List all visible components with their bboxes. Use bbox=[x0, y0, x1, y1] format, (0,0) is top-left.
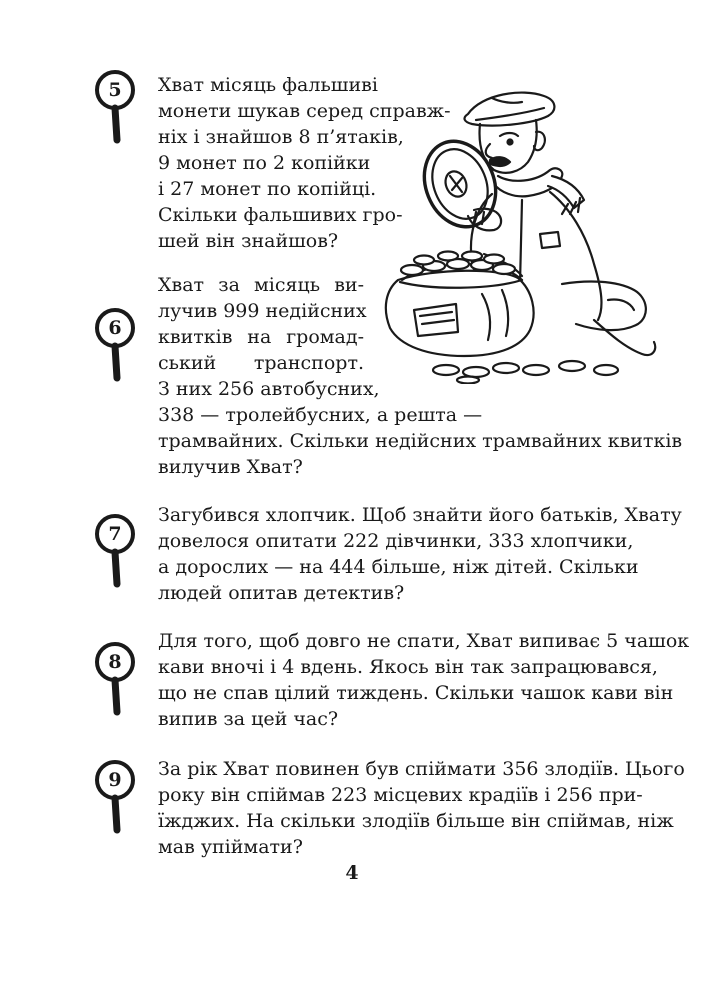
text-line: Хват за місяць ви- bbox=[158, 274, 364, 296]
problem-number: 6 bbox=[108, 317, 122, 339]
text-line: трамвайних. Скільки недійсних трамвайних квитків bbox=[158, 430, 683, 452]
problem-text bbox=[158, 628, 689, 732]
text-line: Для того, щоб довго не спати, Хват випиває 5 чашок bbox=[158, 630, 690, 652]
problem-number: 5 bbox=[108, 79, 122, 101]
problem-number: 9 bbox=[108, 769, 122, 791]
text-line: З них 256 автобусних, bbox=[158, 378, 380, 400]
text-line: їжджих. На скільки злодіїв більше він спіймав, ніж bbox=[158, 810, 674, 832]
problem-text bbox=[158, 272, 682, 480]
text-line: кави вночі і 4 вдень. Якось він так запрацювався, bbox=[158, 656, 658, 678]
problem-number: 8 bbox=[108, 651, 122, 673]
text-line: і 27 монет по копійці. bbox=[158, 178, 377, 200]
text-line: мав упіймати? bbox=[158, 836, 303, 858]
text-line: монети шукав серед справж- bbox=[158, 100, 451, 122]
text-line: 9 монет по 2 копійки bbox=[158, 152, 371, 174]
problem-text bbox=[158, 502, 682, 606]
text-line: довелося опитати 222 дівчинки, 333 хлопчики, bbox=[158, 530, 634, 552]
text-line: квитків на громад- bbox=[158, 326, 364, 348]
text-line: що не спав цілий тиждень. Скільки чашок кави він bbox=[158, 682, 674, 704]
text-line: вилучив Хват? bbox=[158, 456, 303, 478]
text-line: ський транспорт. bbox=[158, 352, 364, 374]
text-line: Скільки фальшивих гро- bbox=[158, 204, 403, 226]
page-number: 4 bbox=[345, 862, 359, 884]
text-line: За рік Хват повинен був спіймати 356 злодіїв. Цього bbox=[158, 758, 685, 780]
text-line: 338 — тролейбусних, а решта — bbox=[158, 404, 483, 426]
text-line: лучив 999 недійсних bbox=[158, 300, 367, 322]
problem-text bbox=[158, 72, 451, 254]
text-line: Загубився хлопчик. Щоб знайти його батьків, Хвату bbox=[158, 504, 682, 526]
text-line: року він спіймав 223 місцевих крадіїв і 256 при- bbox=[158, 784, 643, 806]
text-line: ніх і знайшов 8 п’ятаків, bbox=[158, 126, 404, 148]
text-line: а дорослих — на 444 більше, ніж дітей. Скільки bbox=[158, 556, 639, 578]
text-line: Хват місяць фальшиві bbox=[158, 74, 378, 96]
problem-number: 7 bbox=[108, 523, 122, 545]
problem-text bbox=[158, 756, 685, 860]
text-line: людей опитав детектив? bbox=[158, 582, 405, 604]
text-line: випив за цей час? bbox=[158, 708, 339, 730]
text-line: шей він знайшов? bbox=[158, 230, 339, 252]
